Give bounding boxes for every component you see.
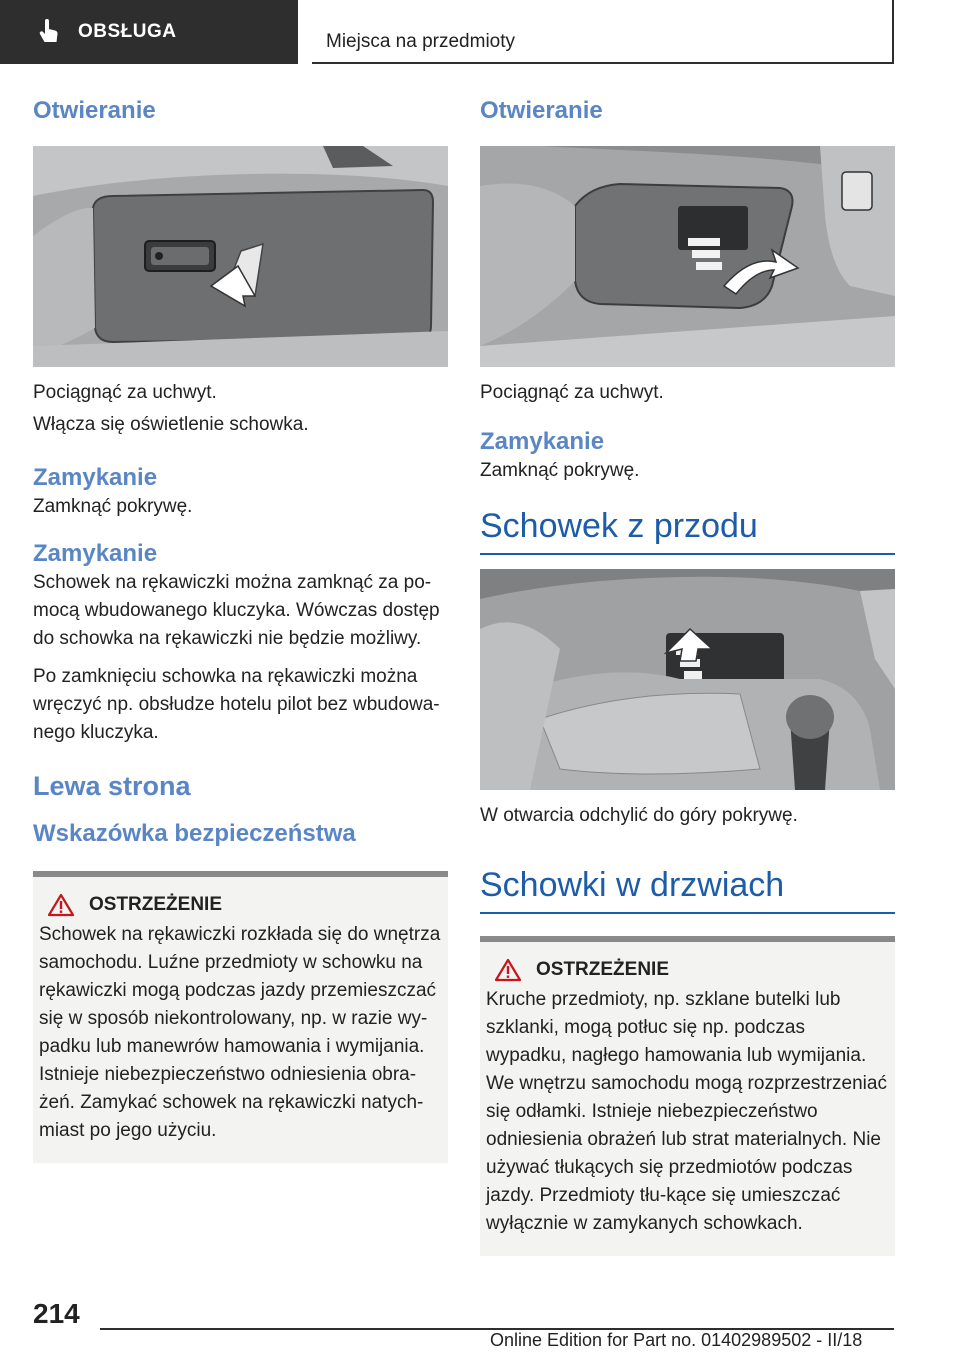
warning-text-left: Schowek na rękawiczki rozkłada się do wnętrza samochodu. Luźne przedmioty w schowku na rękawiczki mogą podczas jazdy przemieszczać się w sposób niekontrolowany, np. w razie wy-padku lub manewrów hamowania i wymijania. Istnieje niebezpieczeństwo odniesienia obra-żeń. Zamykać schowek na rękawiczki natych-miast po jego użyciu. <box>39 924 441 1141</box>
section-label: OBSŁUGA <box>78 21 177 42</box>
left-column <box>33 96 448 1163</box>
edition-text: Online Edition for Part no. 01402989502 - II/18 <box>490 1330 863 1350</box>
paragraph-front-open: W otwarcia odchylić do góry pokrywę. <box>480 805 798 826</box>
paragraph-lock-key: Schowek na rękawiczki można zamknąć za po-mocą wbudowanego kluczyka. Wówczas dostęp do schowka na rękawiczki nie będzie możliwy. <box>33 572 440 649</box>
warning-text-right: Kruche przedmioty, np. szklane butelki lub szklanki, mogą potłuc się np. podczas wypadku, nagłego hamowania lub wymijania. We wnętrzu samochodu mogą rozprzestrzeniać się odłamki. Istnieje niebezpieczeństwo odniesienia obrażeń lub strat materialnych. Nie używać tłukących się przedmiotów podczas jazdy. Przedmioty tłu-kące się umieszczać wyłącznie w zamykanych schowkach. <box>486 989 887 1234</box>
chapter-title-box <box>312 0 894 64</box>
heading-opening-right: Otwieranie <box>480 97 603 124</box>
heading-closing-right: Zamykanie <box>480 428 605 455</box>
section-tab[interactable] <box>0 0 298 64</box>
heading-door-compartments: Schowki w drzwiach <box>480 864 895 914</box>
warning-triangle-icon <box>47 893 75 917</box>
warning-header-left <box>39 893 442 917</box>
right-column <box>480 96 895 1256</box>
paragraph-light-on: Włącza się oświetlenie schowka. <box>33 414 309 435</box>
warning-header-right <box>486 958 889 982</box>
heading-closing-2: Zamykanie <box>33 540 158 567</box>
page-header <box>0 0 960 66</box>
chapter-title: Miejsca na przedmioty <box>326 31 516 52</box>
side-compartment-image <box>480 146 895 367</box>
paragraph-close-cover-left: Zamknąć pokrywę. <box>33 496 193 517</box>
paragraph-pull-handle-right: Pociągnąć za uchwyt. <box>480 382 664 403</box>
heading-safety-note: Wskazówka bezpieczeństwa <box>33 820 356 847</box>
warning-box-right <box>480 936 895 1256</box>
heading-closing-1: Zamykanie <box>33 464 158 491</box>
glovebox-handle-image <box>33 146 448 367</box>
heading-front-compartment: Schowek z przodu <box>480 505 895 555</box>
front-compartment-image <box>480 569 895 790</box>
paragraph-valet: Po zamknięciu schowka na rękawiczki można wręczyć np. obsłudze hotelu pilot bez wbudowa-nego kluczyka. <box>33 666 440 743</box>
warning-title-left: OSTRZEŻENIE <box>89 894 223 915</box>
heading-left-side: Lewa strona <box>33 771 191 801</box>
paragraph-pull-handle-left: Pociągnąć za uchwyt. <box>33 382 217 403</box>
warning-box-left <box>33 871 448 1163</box>
paragraph-close-cover-right: Zamknąć pokrywę. <box>480 460 640 481</box>
page-number: 214 <box>33 1298 80 1329</box>
hand-pointer-icon <box>38 19 60 45</box>
heading-opening-left: Otwieranie <box>33 97 156 124</box>
warning-triangle-icon <box>494 958 522 982</box>
warning-title-right: OSTRZEŻENIE <box>536 959 670 980</box>
